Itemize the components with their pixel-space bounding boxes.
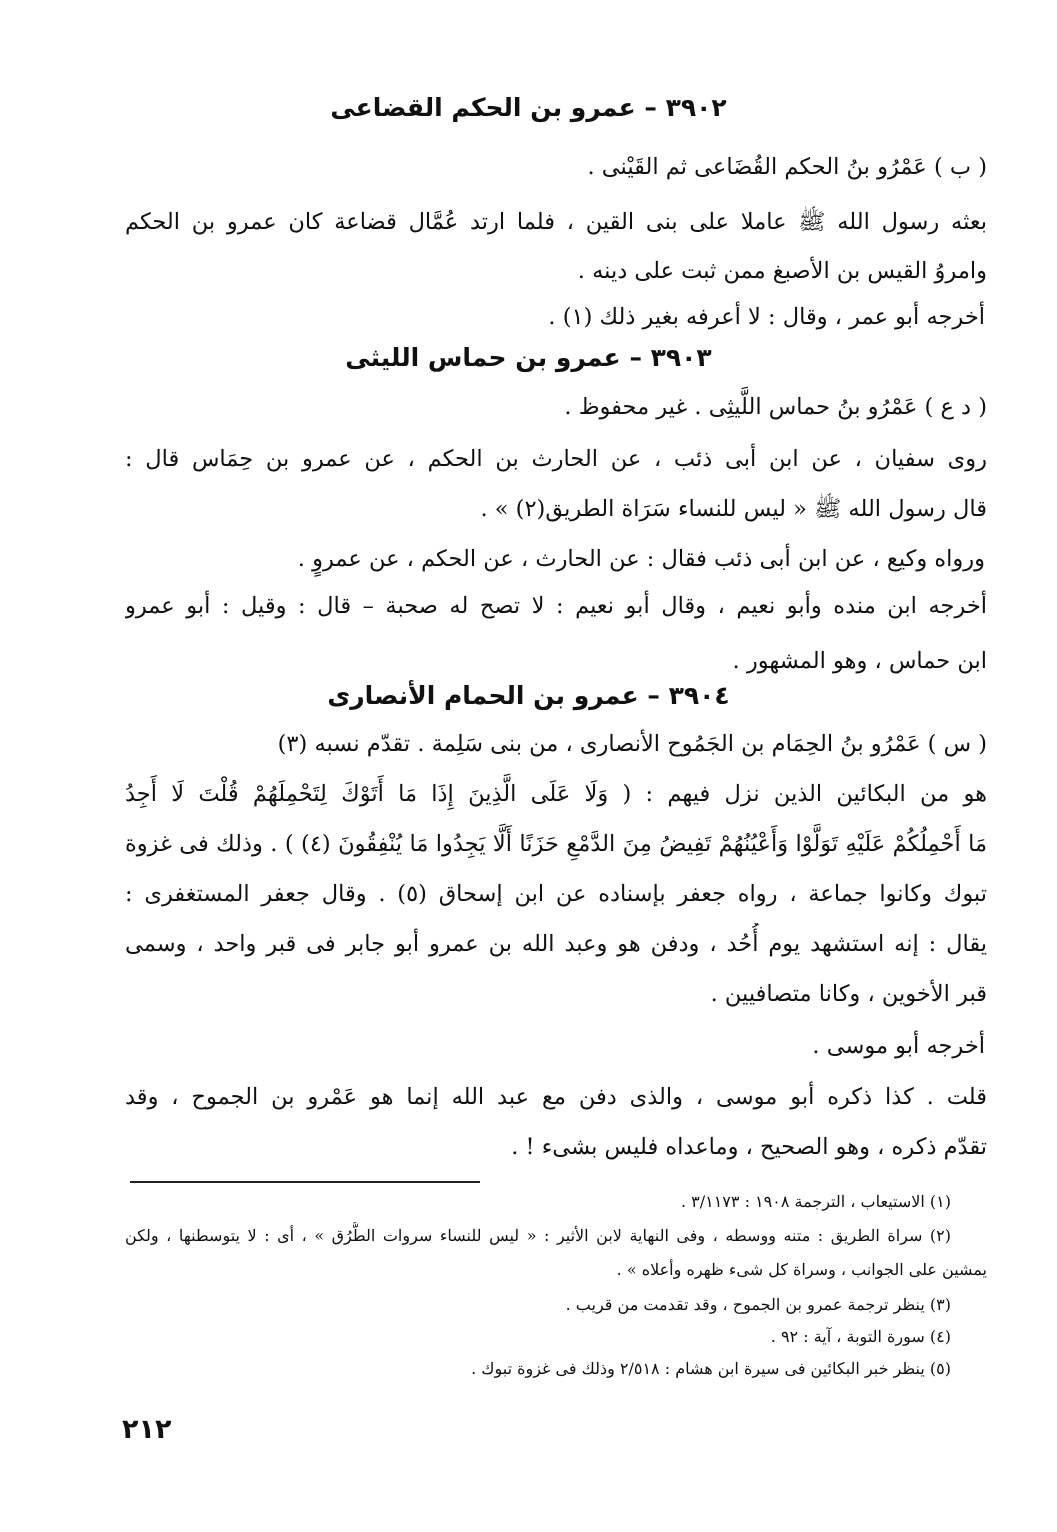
entry-line: قال رسول الله ﷺ « ليس للنساء سَرَاة الطريق(٢) » . bbox=[480, 496, 987, 522]
entry-line: بعثه رسول الله ﷺ عاملا على بنى القين ، فلما ارتد عُمَّال قضاعة كان عمرو بن الحكم bbox=[125, 209, 987, 235]
entry-line: أخرجه أبو عمر ، وقال : لا أعرفه بغير ذلك (١) . bbox=[548, 304, 985, 330]
entry-line: تقدّم ذكره ، وهو الصحيح ، وماعداه فليس بشىء ! . bbox=[511, 1134, 987, 1160]
entry-line: وامروُ القيس بن الأصبغ ممن ثبت على دينه . bbox=[577, 258, 987, 284]
entry-line: أخرجه أبو موسى . bbox=[812, 1033, 985, 1059]
footnote-separator bbox=[130, 1181, 480, 1183]
footnote: (٤) سورة التوبة ، آية : ٩٢ . bbox=[770, 1327, 951, 1346]
entry-line: قلت . كذا ذكره أبو موسى ، والذى دفن مع عبد الله إنما هو عَمْرو بن الجموح ، وقد bbox=[125, 1084, 987, 1110]
entry-line: أخرجه ابن منده وأبو نعيم ، وقال أبو نعيم : لا تصح له صحبة – قال : وقيل : أبو عمرو bbox=[125, 593, 987, 619]
footnote: يمشين على الجوانب ، وسراة كل شىء ظهره وأعلاه » . bbox=[616, 1260, 987, 1279]
entry-line: روى سفيان ، عن ابن أبى ذئب ، عن الحارث بن الحكم ، عن عمرو بن حِمَاس قال : bbox=[125, 446, 987, 472]
page-number: ٢١٢ bbox=[122, 1414, 172, 1445]
entry-line: ( د ع ) عَمْرُو بنُ حماس اللَّيثِى . غير محفوظ . bbox=[564, 394, 987, 420]
footnote: (٣) ينظر ترجمة عمرو بن الجموح ، وقد تقدمت من قريب . bbox=[565, 1295, 951, 1314]
entry-heading-3902: ٣٩٠٢ – عمرو بن الحكم القضاعى bbox=[330, 93, 727, 122]
entry-line: ابن حماس ، وهو المشهور . bbox=[732, 648, 987, 674]
footnote: (١) الاستيعاب ، الترجمة ١٩٠٨ : ٣/١١٧٣ . bbox=[680, 1192, 951, 1211]
entry-line: قبر الأخوين ، وكانا متصافيين . bbox=[710, 981, 987, 1007]
entry-line: ( ب ) عَمْرُو بنُ الحكم القُضَاعى ثم القَيْنى . bbox=[587, 154, 987, 180]
footnote: (٥) ينظر خبر البكائين فى سيرة ابن هشام : ٢/٥١٨ وذلك فى غزوة تبوك . bbox=[471, 1359, 951, 1378]
entry-line: تبوك وكانوا جماعة ، رواه جعفر بإسناده عن ابن إسحاق (٥) . وقال جعفر المستغفرى : bbox=[125, 881, 987, 907]
entry-heading-3903: ٣٩٠٣ – عمرو بن حماس الليثى bbox=[345, 343, 712, 372]
entry-line: ( س ) عَمْرُو بنُ الحِمَام بن الجَمُوح الأنصارى ، من بنى سَلِمة . تقدّم نسبه (٣) bbox=[277, 731, 987, 757]
footnote: (٢) سراة الطريق : متنه ووسطه ، وفى النهاية لابن الأثير : « ليس للنساء سروات الطُّرُق » ، أى : لا يتوسطنها ، ولكن bbox=[125, 1226, 951, 1245]
entry-line: هو من البكائين الذين نزل فيهم : ( وَلَا عَلَى الَّذِينَ إِذَا مَا أَتَوْكَ لِتَحْمِلَهُمْ قُلْتَ لَا أَجِدُ bbox=[125, 781, 987, 807]
entry-line: يقال : إنه استشهد يوم أُحُد ، ودفن هو وعبد الله بن عمرو أبو جابر فى قبر واحد ، وسمى bbox=[125, 931, 987, 957]
entry-line: مَا أَحْمِلُكُمْ عَلَيْهِ تَوَلَّوْا وَأَعْيُنُهُمْ تَفِيضُ مِنَ الدَّمْعِ حَزَنًا أَلَّا يَجِدُوا مَا يُنْفِقُونَ (٤) ) . وذلك فى غزوة bbox=[125, 831, 987, 857]
entry-heading-3904: ٣٩٠٤ – عمرو بن الحمام الأنصارى bbox=[327, 681, 730, 710]
entry-line: ورواه وكيع ، عن ابن أبى ذئب فقال : عن الحارث ، عن الحكم ، عن عمروٍ . bbox=[297, 546, 985, 572]
